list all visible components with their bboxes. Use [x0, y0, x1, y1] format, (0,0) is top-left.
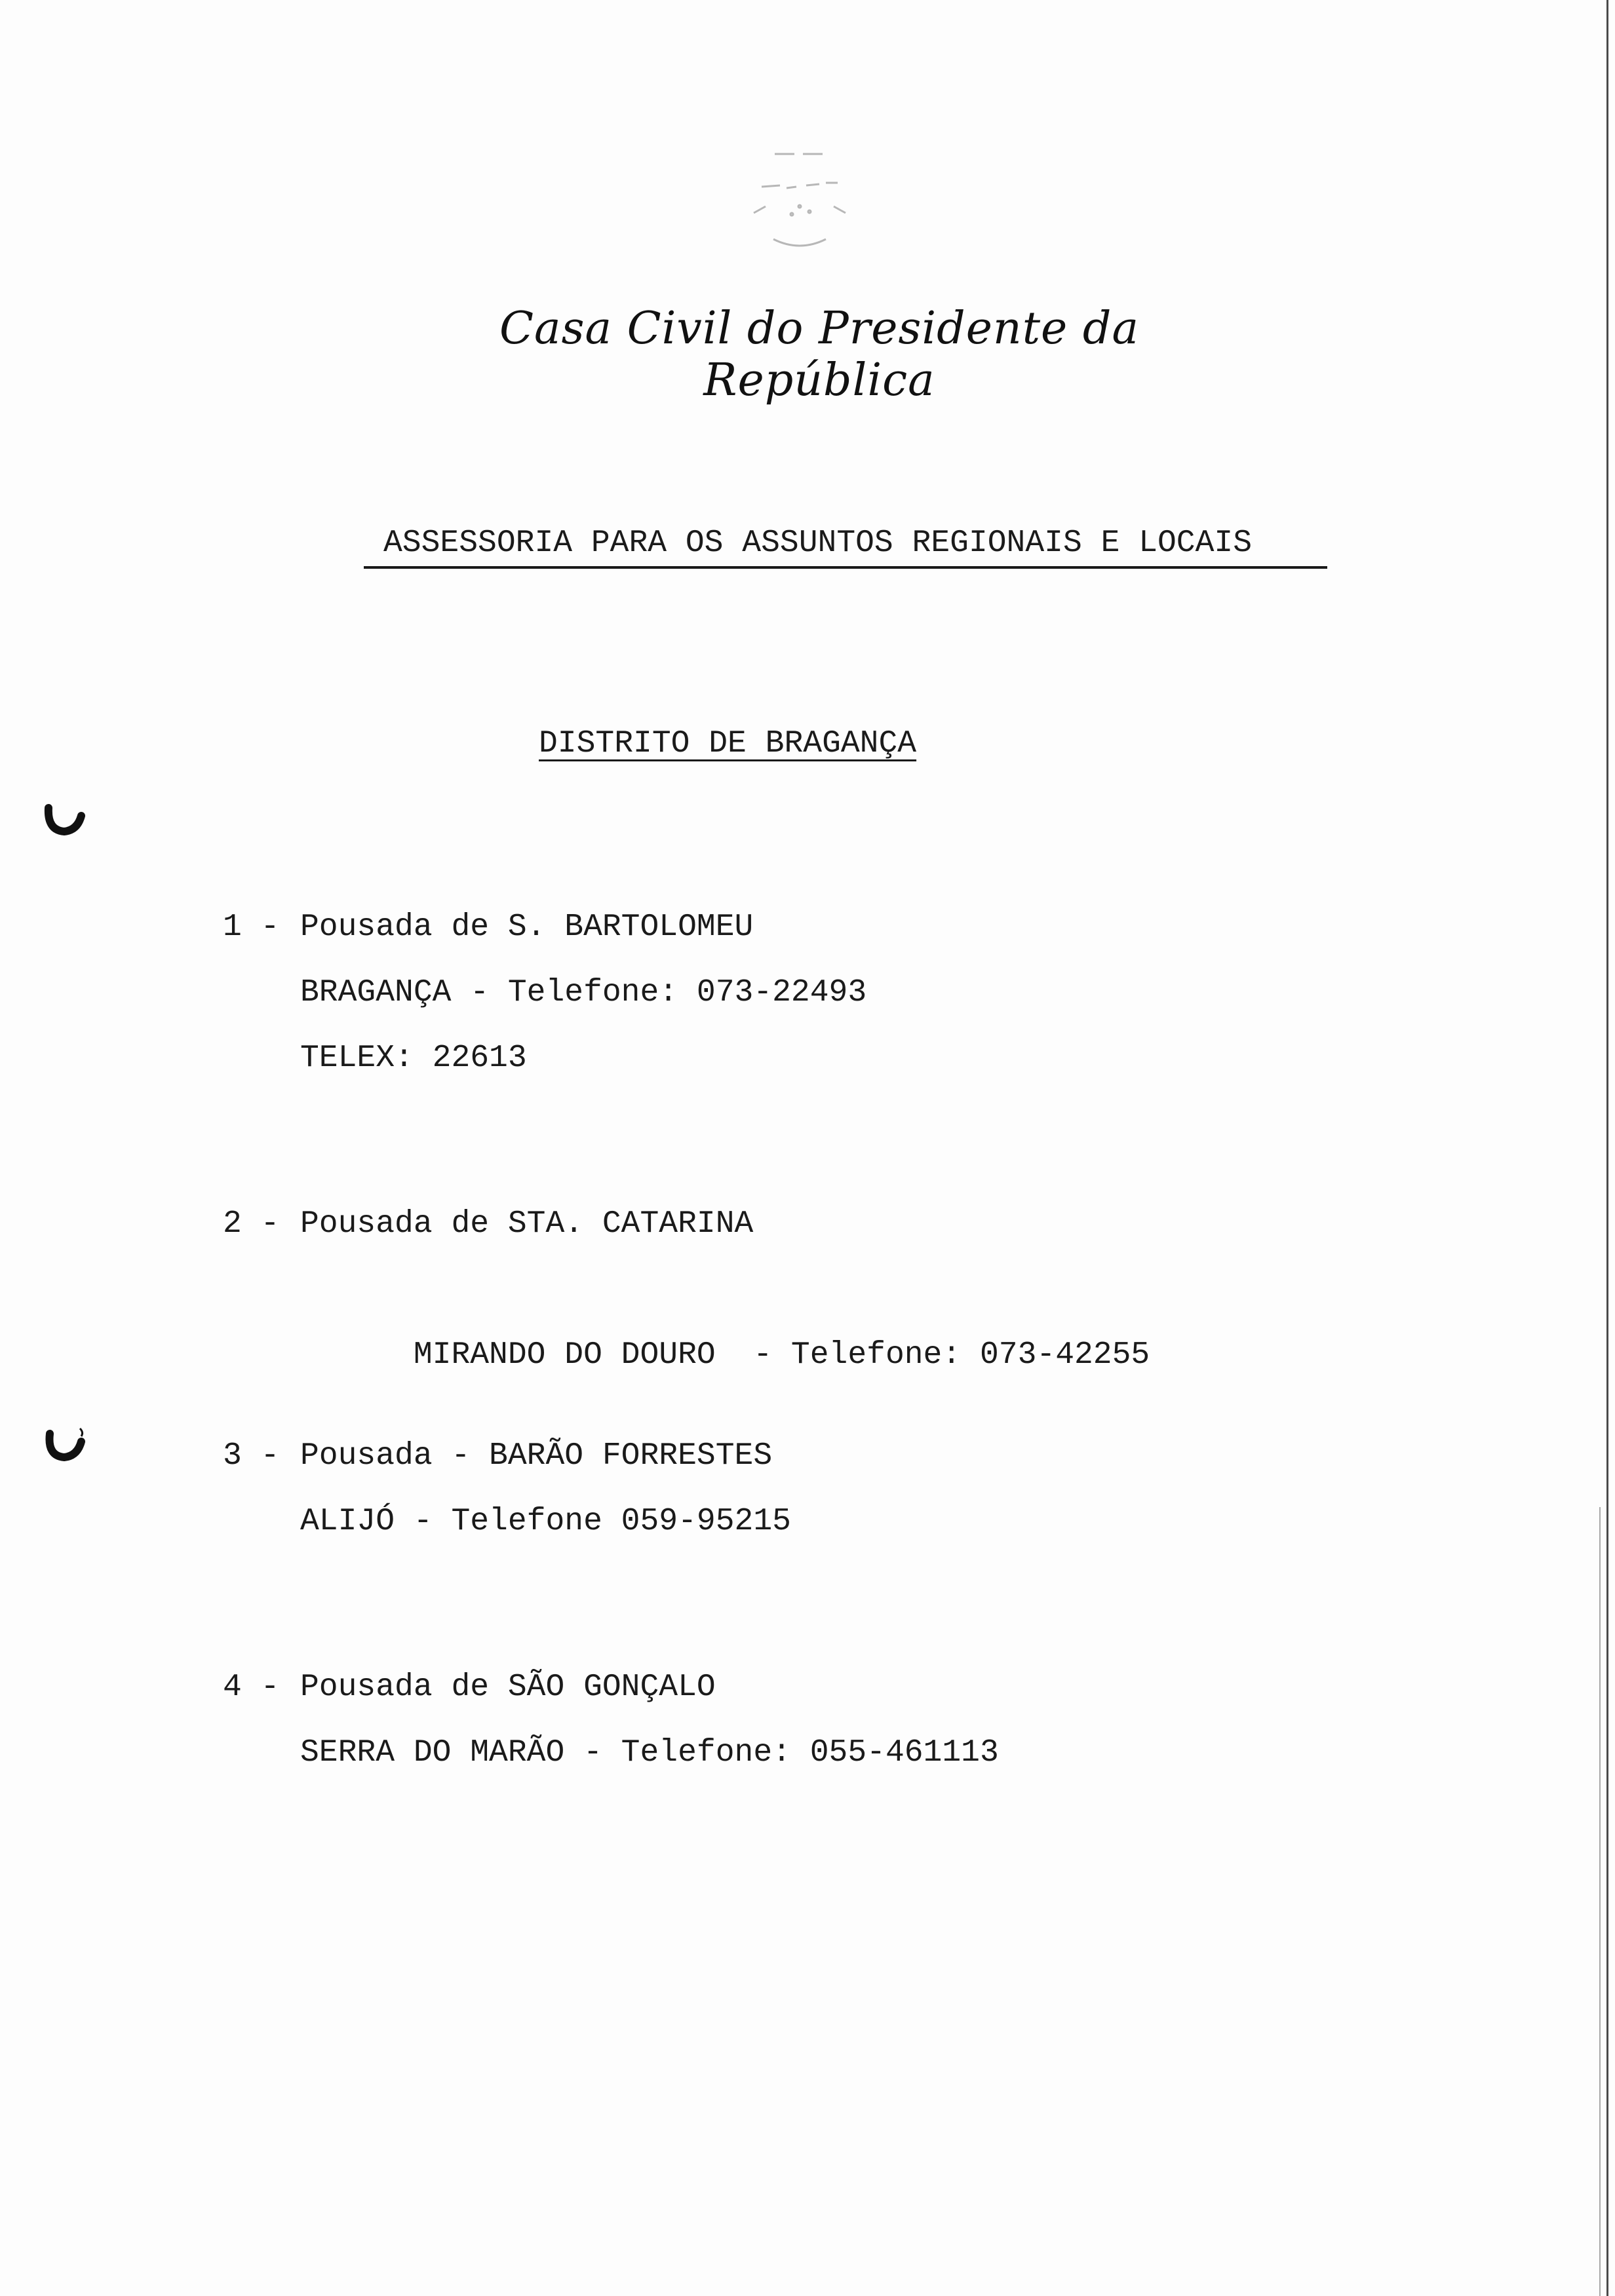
entry-contact: ALIJÓ - Telefone 059-95215 [300, 1504, 791, 1539]
list-item [223, 1423, 791, 1554]
list-item [223, 894, 866, 1091]
list-item [223, 1191, 1150, 1373]
entry-name: Pousada - BARÃO FORRESTES [300, 1438, 773, 1474]
letterhead-title: Casa Civil do Presidente da República [499, 303, 1139, 406]
entry-telex: TELEX: 22613 [300, 1041, 527, 1076]
entry-number: 1 - [223, 909, 280, 945]
punch-hole-icon [41, 1422, 87, 1468]
entry-contact: SERRA DO MARÃO - Telefone: 055-461113 [300, 1735, 999, 1770]
entry-contact: MIRANDO DO DOURO - Telefone: 073-42255 [413, 1337, 1150, 1373]
entry-number: 4 - [223, 1670, 280, 1705]
page-edge-line-secondary [1599, 1507, 1601, 2296]
page-edge-line [1606, 0, 1608, 2296]
district-heading: DISTRITO DE BRAGANÇA [539, 726, 917, 761]
office-heading: ASSESSORIA PARA OS ASSUNTOS REGIONAIS E LOCAIS [364, 526, 1327, 569]
entry-name: Pousada de SÃO GONÇALO [300, 1670, 716, 1705]
entry-number: 3 - [223, 1438, 280, 1474]
entry-number: 2 - [223, 1206, 280, 1242]
entry-name: Pousada de STA. CATARINA [300, 1206, 754, 1242]
coat-of-arms-icon [734, 141, 865, 272]
list-item [223, 1655, 999, 1786]
entry-name: Pousada de S. BARTOLOMEU [300, 909, 754, 945]
punch-hole-icon [41, 796, 87, 842]
entry-contact: BRAGANÇA - Telefone: 073-22493 [300, 975, 867, 1010]
